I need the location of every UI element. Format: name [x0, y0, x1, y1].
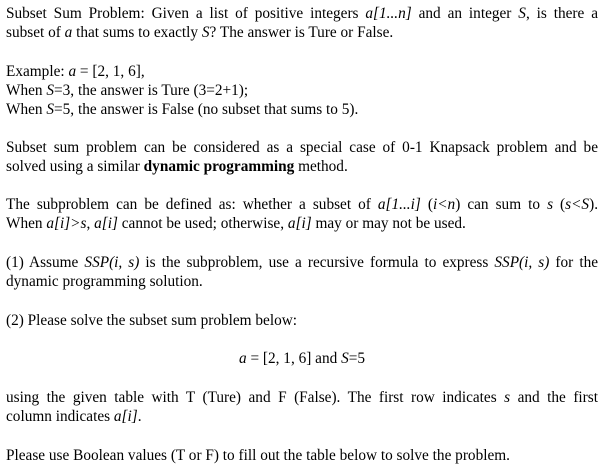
text-run: =5, the answer is False (no subset that sums to 5).: [54, 101, 359, 118]
math-s: s: [547, 196, 554, 213]
bold-term: dynamic programming: [143, 158, 295, 175]
subproblem-line-1: [6, 195, 598, 214]
text-run: and an integer: [411, 5, 519, 22]
text-run: may or may not be used.: [311, 215, 466, 232]
text-run: = [2, 1, 6],: [76, 63, 145, 80]
text-run: ,: [86, 215, 95, 232]
text-run: for the: [549, 254, 599, 271]
table-instructions: [6, 388, 598, 426]
knapsack-line-2: [6, 157, 598, 176]
text-run: = [2, 1, 6] and: [246, 350, 342, 367]
math-a: a: [68, 63, 77, 80]
text-run: column indicates: [6, 408, 114, 425]
text-run: and the first: [510, 389, 598, 406]
question-1-line-1: [6, 253, 598, 272]
math-a-range: a[1...n]: [365, 5, 412, 22]
math-ai: a[i]: [287, 215, 312, 232]
math-a: a: [64, 24, 73, 41]
text-run: method.: [294, 158, 348, 175]
question-2-line-1: (2) Please solve the subset sum problem below:: [6, 312, 298, 329]
problem-statement-line-2: [6, 23, 598, 42]
example-block: [6, 62, 598, 119]
fill-instructions-line-1: Please use Boolean values (T or F) to fill out the table below to solve the problem.: [6, 447, 510, 464]
math-i-lt-n: i<n: [432, 196, 456, 213]
math-s: S: [46, 82, 55, 99]
text-run: that sums to exactly: [72, 24, 202, 41]
text-run: ).: [589, 196, 599, 213]
math-s: S: [201, 24, 210, 41]
math-s: S: [518, 5, 526, 22]
text-run: (: [553, 196, 566, 213]
text-run: subset of: [6, 24, 65, 41]
math-s: s: [504, 389, 511, 406]
text-run: ? The answer is Ture or False.: [209, 24, 394, 41]
text-run: using the given table with T (Ture) and F (False). The first row indicates: [6, 389, 505, 406]
table-instructions-line-1: [6, 388, 598, 407]
text-run: ) can sum to: [455, 196, 548, 213]
example-line-1: [6, 62, 598, 81]
math-ssp: SSP(i, s): [84, 254, 140, 271]
table-instructions-line-2: [6, 407, 598, 426]
problem-statement: [6, 4, 598, 42]
text-run: When: [6, 215, 47, 232]
text-run: .: [137, 408, 142, 425]
text-run: is the subproblem, use a recursive formula to express: [139, 254, 495, 271]
question-1: [6, 253, 598, 291]
text-run: =5: [348, 350, 366, 367]
text-run: solved using a similar: [6, 158, 144, 175]
example-line-2: [6, 81, 598, 100]
text-run: Example:: [6, 63, 69, 80]
text-run: , is there a: [525, 5, 598, 22]
math-s: S: [46, 101, 55, 118]
question-2: [6, 311, 598, 330]
math-ssp: SSP(i, s): [494, 254, 550, 271]
text-run: When: [6, 82, 47, 99]
subproblem-line-2: [6, 214, 598, 233]
math-ai: a[i]: [113, 408, 138, 425]
math-ai: a[i]: [94, 215, 118, 232]
fill-instructions: [6, 446, 598, 465]
problem-instance: [6, 349, 598, 368]
text-run: When: [6, 101, 47, 118]
math-a-range: a[1...i]: [377, 196, 421, 213]
subproblem-definition: [6, 195, 598, 233]
text-run: =3, the answer is Ture (3=2+1);: [54, 82, 249, 99]
text-run: (1) Assume: [6, 254, 85, 271]
math-s-lt-S: s<S: [565, 196, 590, 213]
problem-statement-line-1: [6, 4, 598, 23]
text-run: Subset Sum Problem: Given a list of positive integers: [6, 5, 366, 22]
knapsack-line-1: Subset sum problem can be considered as a special case of 0-1 Knapsack problem and be: [6, 139, 598, 156]
example-line-3: [6, 100, 598, 119]
text-run: The subproblem can be defined as: whether a subset of: [6, 196, 378, 213]
question-1-line-2: dynamic programming solution.: [6, 273, 203, 290]
text-run: cannot be used; otherwise,: [117, 215, 288, 232]
math-s: S: [341, 350, 349, 367]
math-a: a: [238, 350, 247, 367]
knapsack-paragraph: [6, 138, 598, 176]
text-run: (: [420, 196, 433, 213]
math-ai-gt-s: a[i]>s: [46, 215, 87, 232]
